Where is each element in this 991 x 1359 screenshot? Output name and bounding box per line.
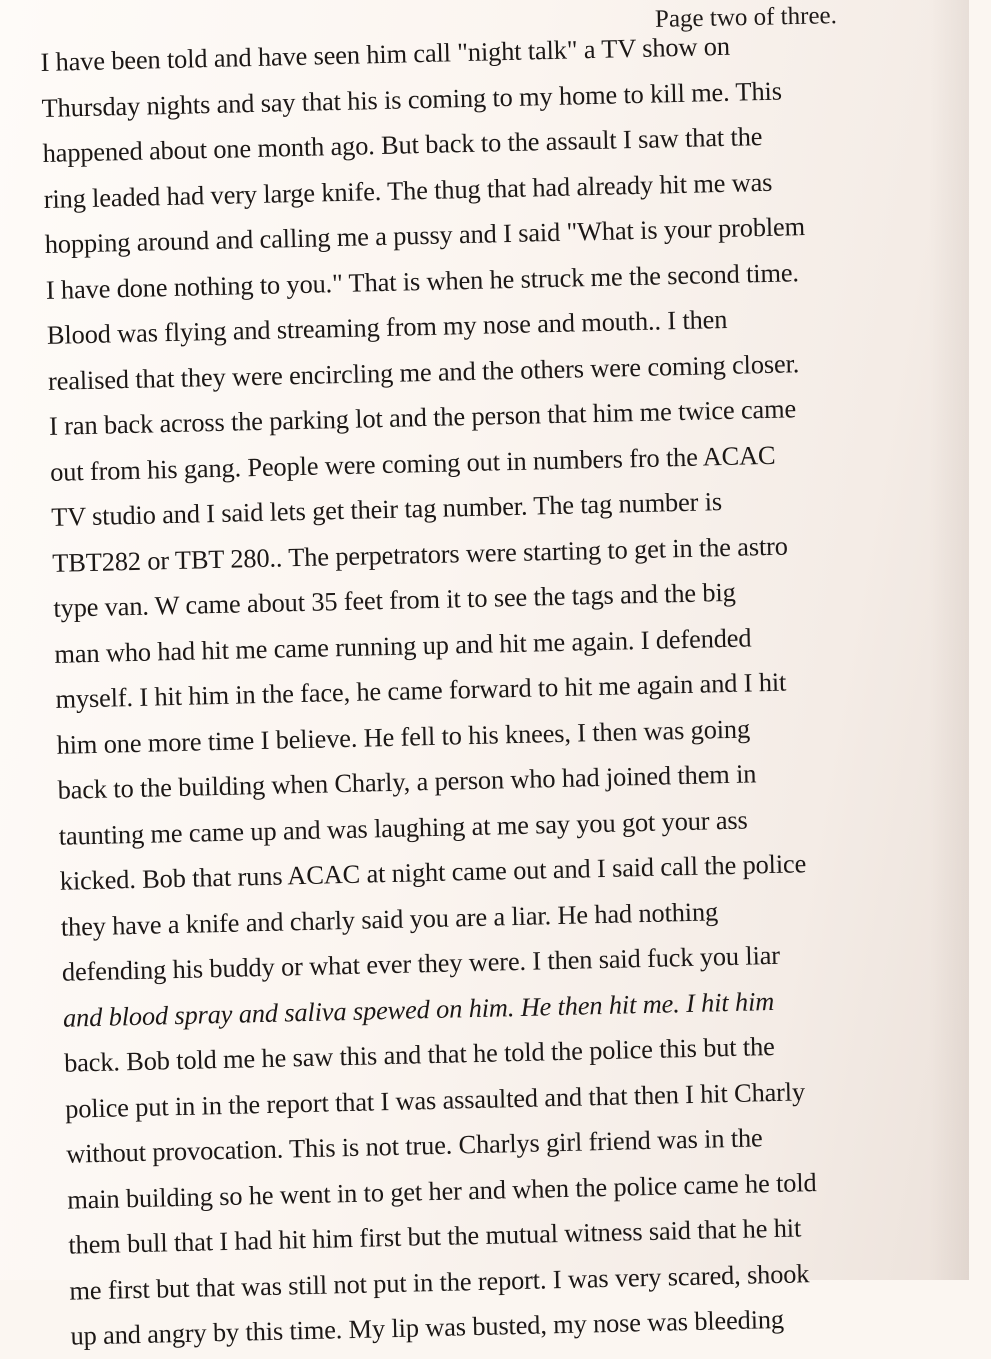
text-line-6: I have done nothing to you." That is when he struck me the second time. <box>45 256 800 305</box>
text-line-18: taunting me came up and was laughing at me say you got your ass <box>58 804 748 851</box>
text-line-10: out from his gang. People were coming out in numbers fro the ACAC <box>49 439 776 487</box>
text-line-20: they have a knife and charly said you are a liar. He had nothing <box>60 895 719 942</box>
text-line-9: I ran back across the parking lot and the person that him me twice came <box>48 393 797 441</box>
text-line-17: back to the building when Charly, a person who had joined them in <box>57 758 757 805</box>
text-line-13: type van. W came about 35 feet from it to see the tags and the big <box>53 576 736 623</box>
text-line-29: up and angry by this time. My lip was busted, my nose was bleeding <box>70 1303 785 1351</box>
page-header: Page two of three. <box>654 2 838 33</box>
text-line-14: man who had hit me came running up and hit me again. I defended <box>54 621 752 669</box>
text-line-19: kicked. Bob that runs ACAC at night came out and I said call the police <box>59 848 807 896</box>
document-body <box>40 18 991 1359</box>
text-line-22: and blood spray and saliva spewed on him. He then hit me. I hit him <box>62 985 775 1033</box>
text-line-11: TV studio and I said lets get their tag number. The tag number is <box>50 486 723 532</box>
text-line-23: back. Bob told me he saw this and that he told the police this but the <box>63 1030 775 1078</box>
text-line-16: him one more time I believe. He fell to his knees, I then was going <box>56 712 751 760</box>
text-line-4: ring leaded had very large knife. The thug that had already hit me was <box>43 166 773 214</box>
text-line-12: TBT282 or TBT 280.. The perpetrators were starting to get in the astro <box>51 530 789 578</box>
text-line-25: without provocation. This is not true. Charlys girl friend was in the <box>65 1122 763 1169</box>
text-line-26: main building so he went in to get her and when the police came he told <box>66 1166 817 1215</box>
text-line-1: I have been told and have seen him call "night talk" a TV show on <box>40 30 731 77</box>
text-line-27: them bull that I had hit him first but the mutual witness said that he hit <box>68 1212 802 1260</box>
text-line-21: defending his buddy or what ever they were. I then said fuck you liar <box>61 939 781 987</box>
text-line-2: Thursday nights and say that his is coming to my home to kill me. This <box>41 75 783 123</box>
text-line-8: realised that they were encircling me and the others were coming closer. <box>47 347 800 396</box>
text-line-3: happened about one month ago. But back to the assault I saw that the <box>42 121 763 168</box>
text-line-7: Blood was flying and streaming from my nose and mouth.. I then <box>46 303 728 350</box>
text-line-5: hopping around and calling me a pussy and I said "What is your problem <box>44 211 806 259</box>
text-line-24: police put in in the report that I was assaulted and that then I hit Charly <box>64 1075 806 1124</box>
text-line-28: me first but that was still not put in the report. I was very scared, shook <box>69 1257 810 1306</box>
text-line-15: myself. I hit him in the face, he came forward to hit me again and I hit <box>55 666 787 714</box>
